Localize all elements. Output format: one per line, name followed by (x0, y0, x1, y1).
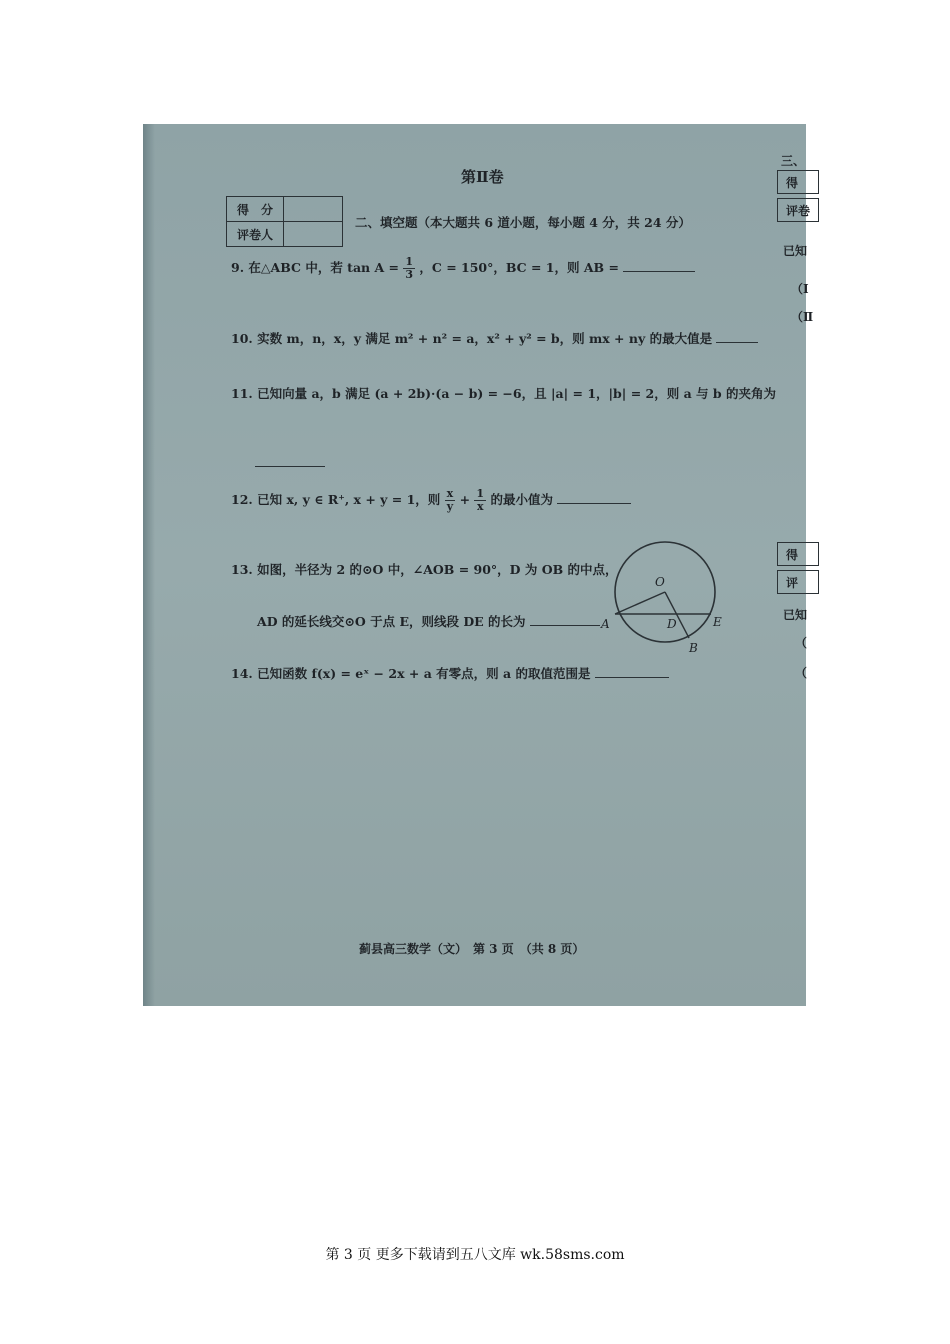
right-fragment-p3: （ (795, 636, 808, 650)
right-fragment-ping1: 评卷 (786, 204, 811, 218)
answer-blank (557, 502, 631, 504)
question-11-blank-row (255, 452, 325, 471)
question-text: 的最小值为 (490, 492, 553, 507)
question-number: 14. (231, 666, 253, 681)
label-o: O (655, 575, 665, 589)
question-14 (231, 664, 669, 682)
right-fragment-yizhi2: 已知 (783, 608, 808, 622)
right-fragment-ping2: 评 (786, 576, 799, 590)
answer-blank (716, 341, 758, 343)
photo-shadow-edge (143, 124, 155, 1006)
right-fragment-p2: （Ⅱ (791, 310, 814, 324)
question-number: 9. (231, 260, 245, 275)
question-text: 实数 m，n，x，y 满足 m² + n² = a，x² + y² = b，则 mx + ny 的最大值是 (257, 331, 713, 346)
question-11 (231, 384, 776, 402)
question-text: ，C = 150°，BC = 1，则 AB = (419, 260, 619, 275)
question-number: 13. (231, 562, 253, 577)
fraction (403, 256, 415, 281)
question-13-line2 (257, 612, 600, 630)
question-number: 12. (231, 492, 253, 507)
answer-blank (595, 676, 669, 678)
grader-cell (284, 222, 343, 247)
question-text: 如图，半径为 2 的⊙O 中，∠AOB = 90°，D 为 OB 的中点， (257, 562, 618, 577)
right-fragment-yizhi1: 已知 (783, 244, 808, 258)
question-number: 11. (231, 386, 253, 401)
question-12 (231, 488, 631, 513)
question-number: 10. (231, 331, 253, 346)
scanned-exam-photo (143, 124, 814, 1006)
score-cell (284, 197, 343, 222)
fraction (474, 488, 486, 513)
plus-sign: + (459, 492, 471, 507)
score-table (226, 196, 343, 247)
question-9 (231, 256, 695, 281)
fraction-numerator: 1 (405, 255, 414, 268)
fraction-denominator: x (476, 500, 484, 513)
score-label: 得 分 (227, 197, 284, 222)
label-d: D (667, 617, 677, 631)
label-a: A (601, 617, 610, 631)
question-text: 已知向量 a，b 满足 (a + 2b)·(a − b) = −6，且 |a| = 1，|b| = 2，则 a 与 b 的夹角为 (257, 386, 776, 401)
segment-ob (665, 592, 689, 638)
grader-label: 评卷人 (227, 222, 284, 247)
circle-figure (585, 542, 725, 660)
section-heading: 二、填空题（本大题共 6 道小题，每小题 4 分，共 24 分） (355, 215, 691, 230)
label-b: B (689, 641, 698, 655)
page-footer: 第 3 页 更多下载请到五八文库 wk.58sms.com (325, 1247, 625, 1263)
exam-footer: 蓟县高三数学（文） 第 3 页 （共 8 页） (359, 942, 585, 956)
question-10 (231, 329, 758, 347)
fraction-numerator: 1 (476, 487, 485, 500)
question-13 (231, 560, 618, 578)
right-fragment-de1: 得 (786, 176, 799, 190)
volume-title: 第Ⅱ卷 (461, 168, 504, 186)
right-fragment-de2: 得 (786, 548, 799, 562)
question-text: 已知 x, y ∈ R⁺, x + y = 1，则 (257, 492, 441, 507)
fraction-denominator: y (446, 500, 454, 513)
question-text: AD 的延长线交⊙O 于点 E，则线段 DE 的长为 (257, 614, 526, 629)
fraction-denominator: 3 (405, 268, 414, 281)
answer-blank (623, 270, 695, 272)
fraction (445, 488, 456, 513)
question-text: 在△ABC 中，若 tan A = (248, 260, 400, 275)
fraction-numerator: x (446, 487, 454, 500)
label-e: E (713, 615, 722, 629)
right-fragment-p1: （Ⅰ (791, 282, 809, 296)
question-text: 已知函数 f(x) = eˣ − 2x + a 有零点，则 a 的取值范围是 (257, 666, 591, 681)
answer-blank (255, 465, 325, 467)
segment-ao (615, 592, 665, 614)
right-fragment-top: 三、 (781, 154, 806, 168)
right-fragment-p4: （ (795, 666, 808, 680)
